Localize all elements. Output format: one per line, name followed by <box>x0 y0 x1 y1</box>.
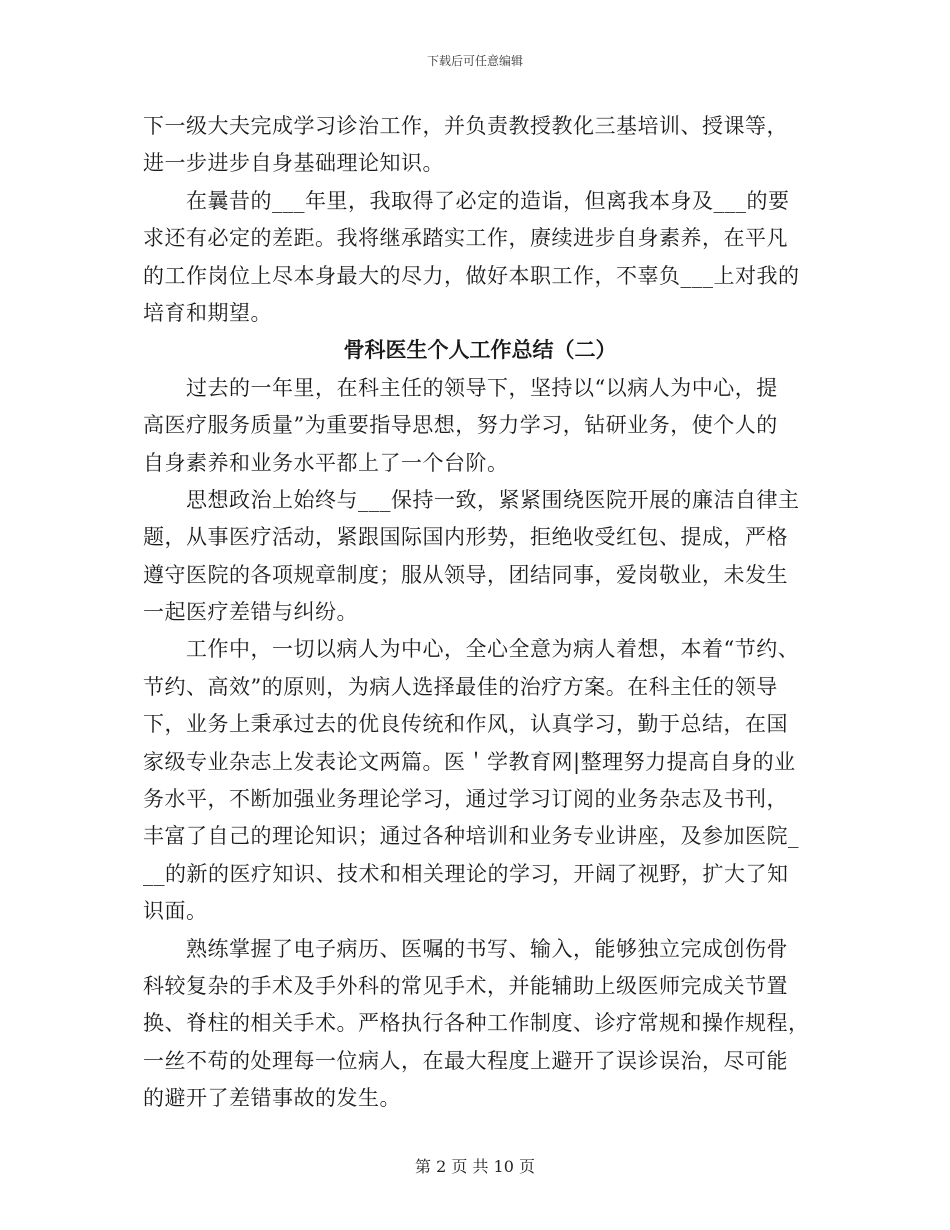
text-line: 思想政治上始终与___保持一致，紧紧围绕医院开展的廉洁自律主 <box>143 487 800 512</box>
text-line: 家级专业杂志上发表论文两篇。医＇学教育网|整理努力提高自身的业 <box>143 749 796 774</box>
text-line: 题，从事医疗活动，紧跟国际国内形势，拒绝收受红包、提成，严格 <box>143 525 788 550</box>
section-title: 骨科医生个人工作总结（二） <box>343 338 617 363</box>
text-line: 求还有必定的差距。我将继承踏实工作，赓续进步自身素养，在平凡 <box>143 226 788 251</box>
text-line: 培育和期望。 <box>143 300 272 325</box>
text-line: 高医疗服务质量”为重要指导思想，努力学习，钻研业务，使个人的 <box>143 413 778 438</box>
text-line: 换、脊柱的相关手术。严格执行各种工作制度、诊疗常规和操作规程， <box>143 1011 810 1036</box>
text-line: 一丝不苟的处理每一位病人，在最大程度上避开了误诊误治，尽可能 <box>143 1048 788 1073</box>
text-line: 熟练掌握了电子病历、医嘱的书写、输入，能够独立完成创伤骨 <box>143 936 788 961</box>
text-line: 进一步进步自身基础理论知识。 <box>143 151 444 176</box>
text-line: 识面。 <box>143 899 208 924</box>
text-line: 的避开了差错事故的发生。 <box>143 1086 401 1111</box>
text-line: 的工作岗位上尽本身最大的尽力，做好本职工作，不辜负___上对我的 <box>143 263 800 288</box>
text-line: 工作中，一切以病人为中心，全心全意为病人着想，本着“节约、 <box>143 637 800 662</box>
text-line: 下一级大夫完成学习诊治工作，并负责教授教化三基培训、授课等， <box>143 114 788 138</box>
text-line: 丰富了自己的理论知识；通过各种培训和业务专业讲座，及参加医院_ <box>143 824 799 849</box>
text-line: __的新的医疗知识、技术和相关理论的学习，开阔了视野，扩大了知 <box>143 861 789 886</box>
page-header: 下载后可任意编辑 <box>426 54 523 68</box>
document-body <box>143 108 823 1118</box>
text-line: 自身素养和业务水平都上了一个台阶。 <box>143 450 509 475</box>
text-line: 过去的一年里，在科主任的领导下，坚持以“以病人为中心，提 <box>143 375 778 400</box>
page-number: 第 2 页 共 10 页 <box>415 1157 535 1176</box>
text-line: 遵守医院的各项规章制度；服从领导，团结同事，爱岗敬业，未发生 <box>143 562 788 587</box>
text-line: 节约、高效”的原则，为病人选择最佳的治疗方案。在科主任的领导 <box>143 674 778 699</box>
text-line: 科较复杂的手术及手外科的常见手术，并能辅助上级医师完成关节置 <box>143 973 788 998</box>
text-line: 下，业务上秉承过去的优良传统和作风，认真学习，勤于总结，在国 <box>143 712 788 737</box>
text-line: 务水平，不断加强业务理论学习，通过学习订阅的业务杂志及书刊， <box>143 787 788 812</box>
text-line: 一起医疗差错与纠纷。 <box>143 600 358 625</box>
text-line: 在曩昔的___年里，我取得了必定的造诣，但离我本身及___的要 <box>143 188 790 213</box>
